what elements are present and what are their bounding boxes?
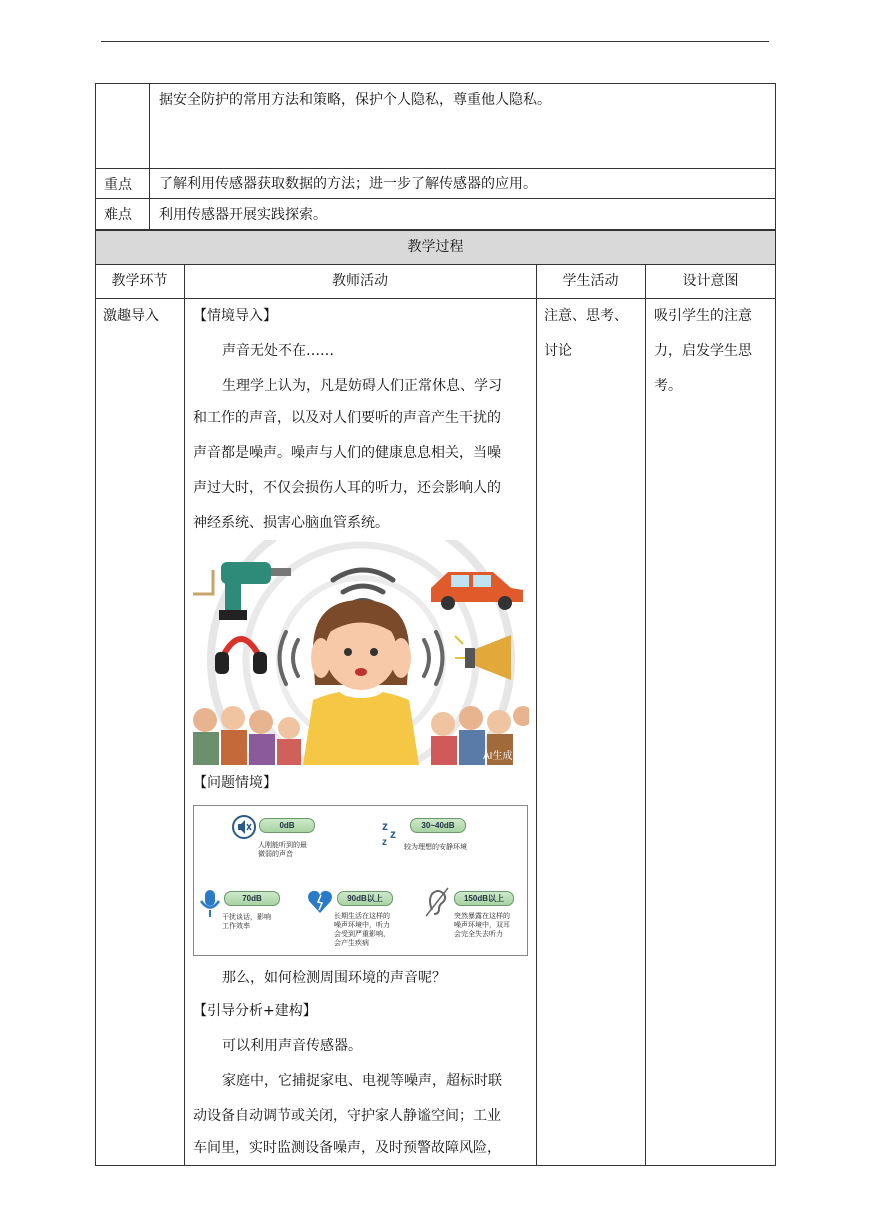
header-teacher: 教师活动	[332, 273, 388, 289]
sleep-icon	[380, 816, 406, 846]
paragraph-line: 神经系统、损害心脑血管系统。	[193, 515, 389, 531]
design-intent: 吸引学生的注意	[654, 308, 752, 324]
sound-wave-icon	[333, 570, 393, 603]
level-desc: 会产生疾病	[334, 939, 369, 947]
section-heading: 【情境导入】	[193, 308, 277, 324]
paragraph-line: 动设备自动调节或关闭，守护家人静谧空间；工业	[193, 1108, 501, 1124]
header-rule	[101, 41, 769, 42]
level-pill: 30~40dB	[410, 818, 466, 833]
watermark: AI生成	[483, 751, 513, 762]
design-intent: 考。	[654, 378, 682, 394]
paragraph-line: 声过大时，不仅会损伤人耳的听力，还会影响人的	[193, 480, 501, 496]
section-heading: 【问题情境】	[193, 775, 277, 791]
broken-heart-icon	[306, 888, 334, 916]
student-activity: 注意、思考、	[544, 308, 628, 324]
header-student: 学生活动	[562, 273, 619, 289]
paragraph-line: 家庭中，它捕捉家电、电视等噪声，超标时联	[222, 1073, 502, 1089]
noise-level-chart	[193, 805, 528, 956]
paragraph: 声音无处不在……	[222, 343, 334, 359]
paragraph-line: 生理学上认为，凡是妨碍人们正常休息、学习	[222, 378, 502, 394]
objective-text: 据安全防护的常用方法和策略，保护个人隐私，尊重他人隐私。	[159, 92, 551, 108]
header-stage: 教学环节	[111, 273, 168, 289]
paragraph-line: 车间里，实时监测设备噪声，及时预警故障风险，	[193, 1140, 501, 1156]
level-desc: 突然暴露在这样的	[454, 912, 510, 920]
level-pill: 0dB	[259, 818, 315, 833]
level-pill: 70dB	[224, 891, 280, 906]
level-desc: 干扰谈话，影响	[222, 913, 271, 921]
megaphone-icon	[455, 635, 511, 680]
paragraph-line: 和工作的声音，以及对人们要听的声音产生干扰的	[193, 410, 501, 426]
svg-text:z: z	[382, 819, 388, 833]
level-desc: 较为理想的安静环境	[404, 843, 467, 851]
key-text: 了解利用传感器获取数据的方法；进一步了解传感器的应用。	[159, 176, 537, 192]
level-desc: 工作效率	[222, 922, 250, 930]
header-intent: 设计意图	[682, 273, 739, 289]
section-heading: 【引导分析+建构】	[193, 1003, 317, 1019]
paragraph-line: 声音都是噪声。噪声与人们的健康息息相关，当噪	[193, 445, 501, 461]
level-desc: 噪声环境中，双耳	[454, 921, 510, 929]
headphones-icon	[215, 639, 267, 674]
noise-illustration	[193, 540, 529, 765]
level-desc: 人刚能听到的最	[258, 841, 307, 849]
svg-text:z: z	[390, 827, 396, 841]
level-desc: 微弱的声音	[258, 850, 293, 858]
deaf-ear-icon	[424, 886, 450, 918]
paragraph: 那么，如何检测周围环境的声音呢？	[222, 970, 446, 986]
key-label: 重点	[104, 177, 132, 193]
stage-name: 激趣导入	[103, 308, 159, 324]
level-pill: 90dB以上	[337, 891, 393, 906]
difficulty-label: 难点	[104, 207, 132, 223]
crowd-left	[193, 706, 301, 765]
student-activity: 讨论	[544, 343, 572, 359]
process-title: 教学过程	[407, 239, 464, 255]
level-desc: 会受到严重影响，	[334, 930, 390, 938]
level-desc: 会完全失去听力	[454, 930, 503, 938]
svg-text:z: z	[382, 837, 387, 846]
level-desc: 噪声环境中，听力	[334, 921, 390, 929]
level-desc: 长期生活在这样的	[334, 912, 390, 920]
crowd-right	[431, 706, 529, 765]
design-intent: 力，启发学生思	[654, 343, 752, 359]
paragraph: 可以利用声音传感器。	[222, 1038, 362, 1054]
microphone-icon	[198, 888, 222, 920]
level-pill: 150dB以上	[454, 891, 514, 906]
drill-icon	[193, 562, 291, 620]
difficulty-text: 利用传感器开展实践探索。	[159, 207, 327, 223]
girl-figure	[303, 600, 419, 765]
mute-icon	[231, 814, 257, 840]
car-icon	[431, 572, 523, 610]
